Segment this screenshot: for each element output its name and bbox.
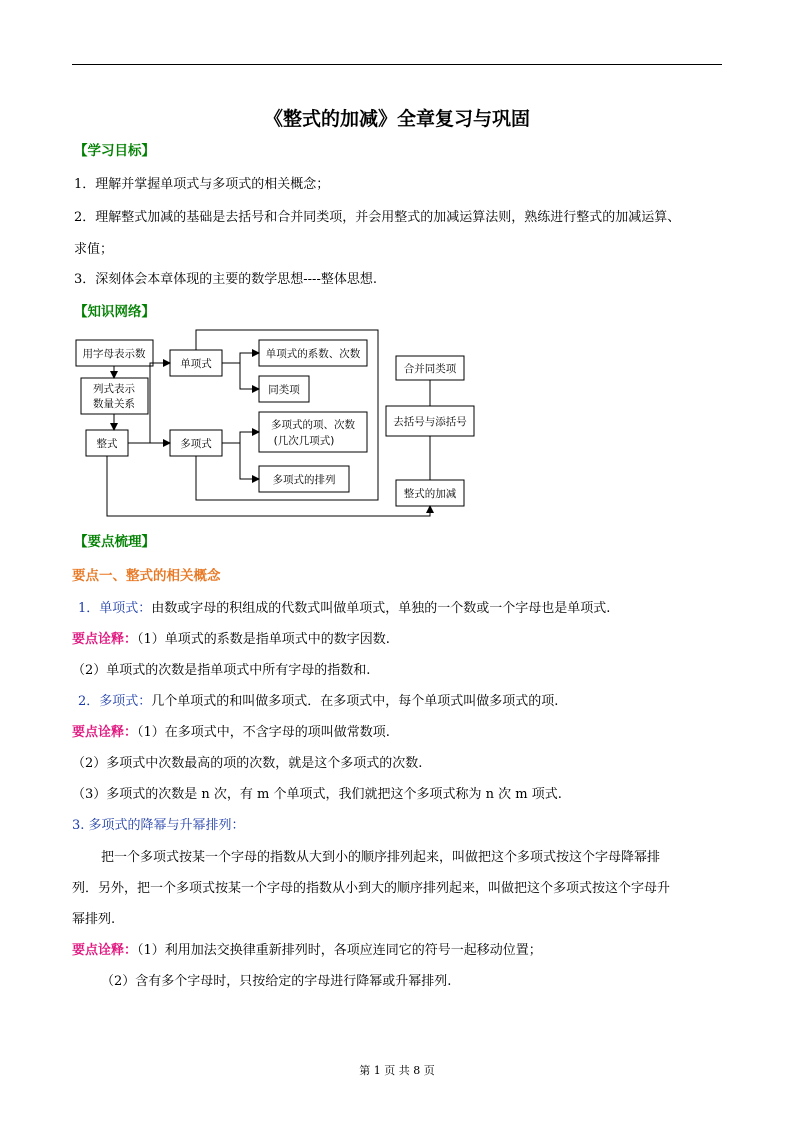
note-text: （1）在多项式中，不含字母的项叫做常数项. [137,725,390,740]
goal-item: 2．理解整式加减的基础是去括号和合并同类项，并会用整式的加减运算法则，熟练进行整式的加减运算、 [74,210,681,225]
node-expression-line2: 数量关系 [93,398,135,410]
order-note-2: （2）含有多个字母时，只按给定的字母进行降幂或升幂排列. [101,974,452,989]
goal-item: 1．理解并掌握单项式与多项式的相关概念； [74,177,330,192]
order-paragraph-line3: 幂排列. [72,912,116,927]
page-footer: 第 1 页 共 8 页 [359,1064,435,1077]
node-coef: 单项式的系数、次数 [265,348,361,360]
goal-item: 求值； [74,242,114,257]
node-zhengshi: 整式 [96,438,118,450]
poly-note-2: （2）多项式中次数最高的项的次数，就是这个多项式的次数. [72,756,423,771]
node-expression-line1: 列式表示 [93,383,135,395]
note-label: 要点诠释： [72,725,138,740]
goal-item: 3．深刻体会本章体现的主要的数学思想----整体思想. [74,272,377,287]
point1-title: 要点一、整式的相关概念 [72,568,221,584]
order-paragraph-line1: 把一个多项式按某一个字母的指数从大到小的顺序排列起来，叫做把这个多项式按这个字母降幂排 [101,850,661,865]
node-danxiang: 单项式 [180,358,212,370]
node-letters: 用字母表示数 [82,348,146,360]
mono-note-2: （2）单项式的次数是指单项式中所有字母的指数和. [72,663,371,678]
node-poly-order: 多项式的排列 [272,474,336,486]
node-similar: 同类项 [268,384,300,396]
note-label: 要点诠释： [72,943,138,958]
node-poly-terms-line1: 多项式的项、次数 [271,419,355,431]
node-poly-terms-line2: (几次几项式) [273,435,335,447]
node-addsub: 整式的加减 [403,488,457,500]
poly-term: 2．多项式： [78,694,152,709]
poly-note-3: （3）多项式的次数是 n 次，有 m 个单项式，我们就把这个多项式称为 n 次 m 项式. [72,787,562,802]
node-brackets: 去括号与添括号 [393,416,467,428]
note-label: 要点诠释： [72,632,138,647]
poly-note-1 [72,721,390,740]
poly-def-text: 几个单项式的和叫做多项式．在多项式中，每个单项式叫做多项式的项. [151,694,559,709]
summary-heading: 【要点梳理】 [74,534,155,550]
mono-definition [78,597,610,616]
page-title: 《整式的加减》全章复习与巩固 [263,108,530,130]
note-text: （1）利用加法交换律重新排列时，各项应连同它的符号一起移动位置； [137,943,542,958]
mono-def-text: 由数或字母的积组成的代数式叫做单项式，单独的一个数或一个字母也是单项式. [151,601,611,616]
poly-definition [78,690,558,709]
node-merge: 合并同类项 [403,363,457,375]
network-heading: 【知识网络】 [74,304,155,320]
node-duoxiang: 多项式 [180,438,212,450]
goals-heading: 【学习目标】 [74,143,155,159]
mono-term: 1．单项式： [78,601,152,616]
note-text: （1）单项式的系数是指单项式中的数字因数. [137,632,390,647]
order-note-1 [72,939,542,958]
order-paragraph-line2: 列．另外，把一个多项式按某一个字母的指数从小到大的顺序排列起来，叫做把这个多项式按这个字母升 [72,881,671,896]
mono-note-1 [72,628,390,647]
order-title: 3. 多项式的降幂与升幂排列： [72,818,245,833]
